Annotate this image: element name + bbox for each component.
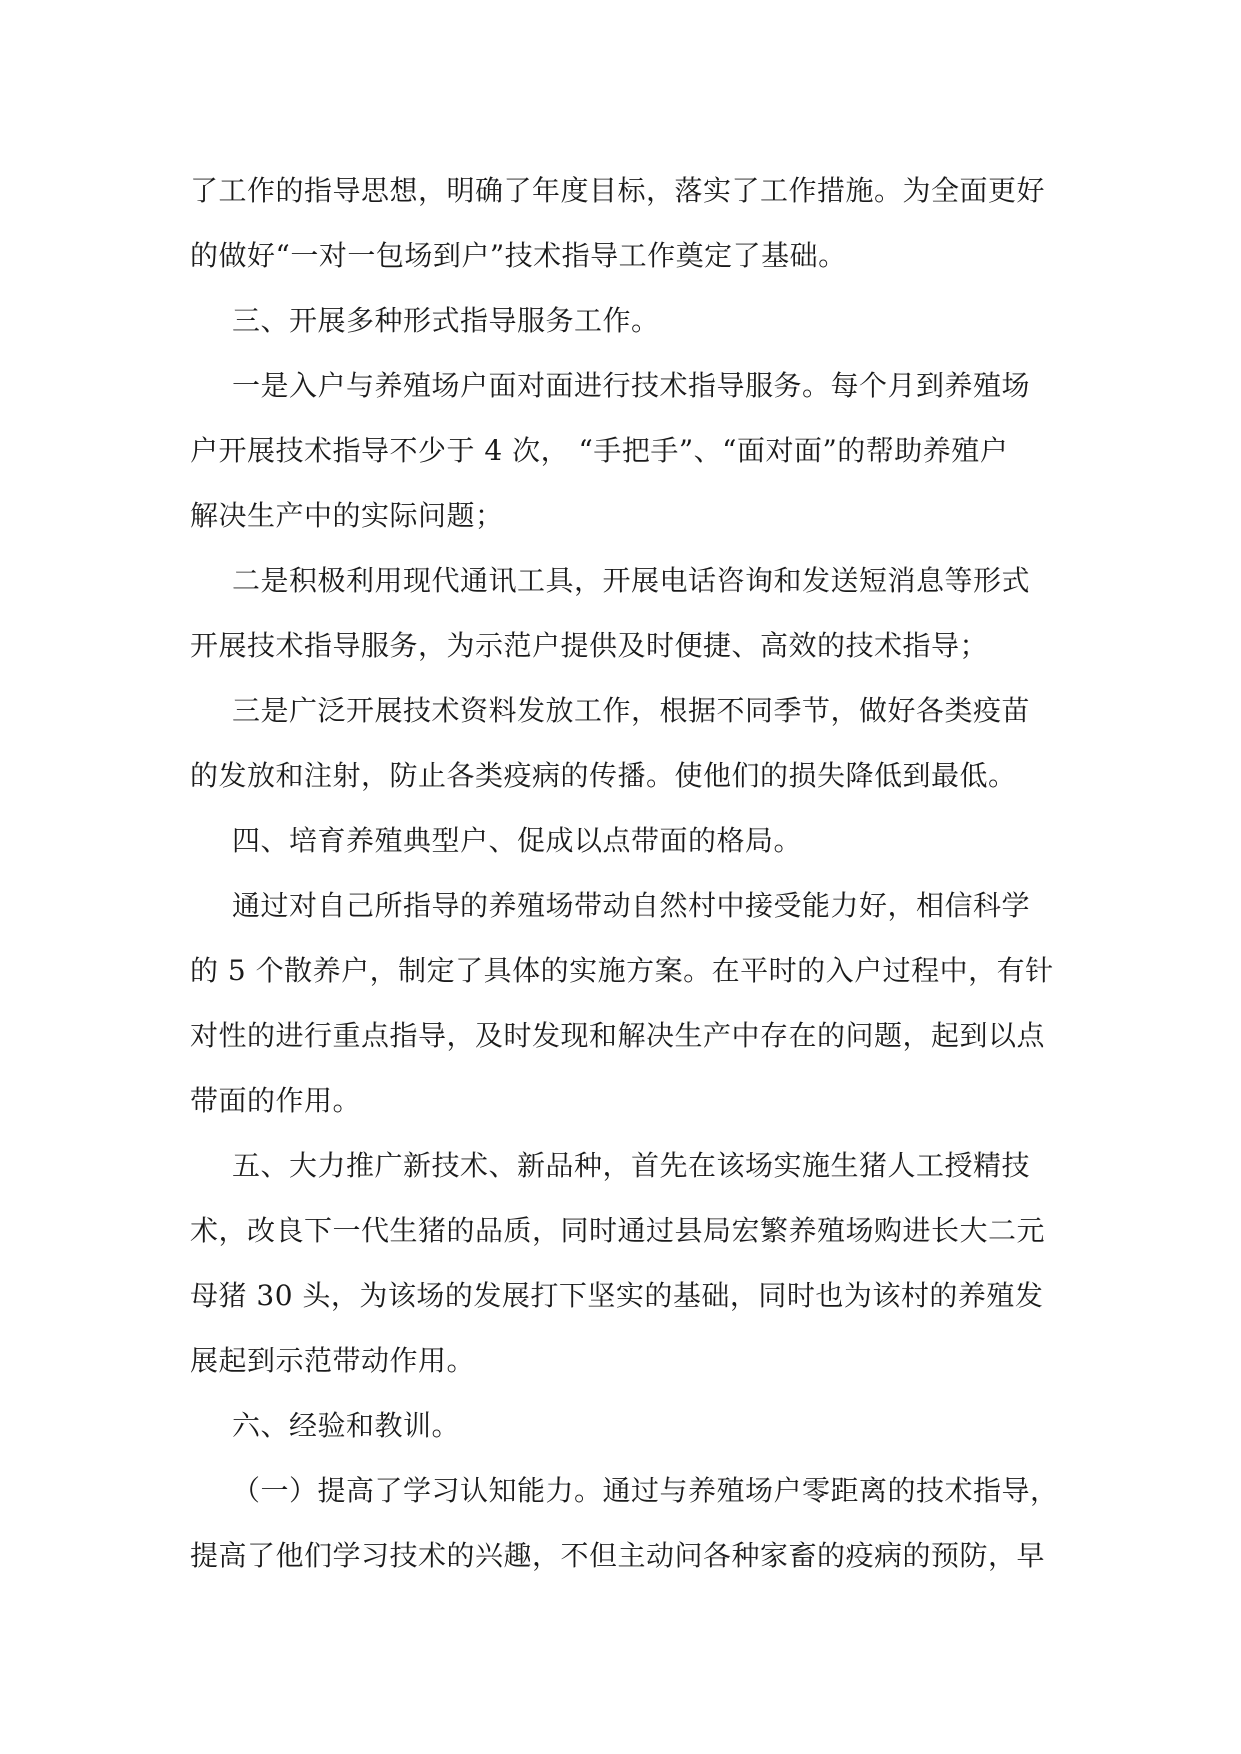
section-heading: 六、经验和教训。 bbox=[232, 1409, 461, 1442]
section-heading: 四、培育养殖典型户、促成以点带面的格局。 bbox=[232, 824, 803, 857]
text-line: 带面的作用。 bbox=[190, 1084, 362, 1117]
text-line: 一是入户与养殖场户面对面进行技术指导服务。每个月到养殖场 bbox=[232, 369, 1031, 402]
text-line: 展起到示范带动作用。 bbox=[190, 1344, 476, 1377]
section-heading: 五、大力推广新技术、新品种，首先在该场实施生猪人工授精技 bbox=[232, 1149, 1031, 1182]
text-line: 的发放和注射，防止各类疫病的传播。使他们的损失降低到最低。 bbox=[190, 759, 1017, 792]
text-line: 开展技术指导服务，为示范户提供及时便捷、高效的技术指导； bbox=[190, 629, 989, 662]
text-line: 母猪 30 头，为该场的发展打下坚实的基础，同时也为该村的养殖发 bbox=[190, 1279, 1044, 1312]
text-line: 三是广泛开展技术资料发放工作，根据不同季节，做好各类疫苗 bbox=[232, 694, 1031, 727]
text-line: 的 5 个散养户，制定了具体的实施方案。在平时的入户过程中，有针 bbox=[190, 954, 1054, 987]
text-line: 户开展技术指导不少于 4 次， “手把手”、“面对面”的帮助养殖户 bbox=[190, 434, 1009, 467]
text-line: 二是积极利用现代通讯工具，开展电话咨询和发送短消息等形式 bbox=[232, 564, 1031, 597]
text-line: 术，改良下一代生猪的品质，同时通过县局宏繁养殖场购进长大二元 bbox=[190, 1214, 1046, 1247]
text-line: （一）提高了学习认知能力。通过与养殖场户零距离的技术指导， bbox=[232, 1474, 1059, 1507]
text-line: 解决生产中的实际问题； bbox=[190, 499, 504, 532]
text-line: 通过对自己所指导的养殖场带动自然村中接受能力好，相信科学 bbox=[232, 889, 1031, 922]
text-line: 对性的进行重点指导，及时发现和解决生产中存在的问题，起到以点 bbox=[190, 1019, 1046, 1052]
document-body bbox=[190, 158, 1060, 1588]
text-line: 提高了他们学习技术的兴趣，不但主动问各种家畜的疫病的预防，早 bbox=[190, 1539, 1046, 1572]
section-heading: 三、开展多种形式指导服务工作。 bbox=[232, 304, 660, 337]
text-line: 了工作的指导思想，明确了年度目标，落实了工作措施。为全面更好 bbox=[190, 174, 1046, 207]
text-line: 的做好“一对一包场到户”技术指导工作奠定了基础。 bbox=[190, 239, 847, 272]
